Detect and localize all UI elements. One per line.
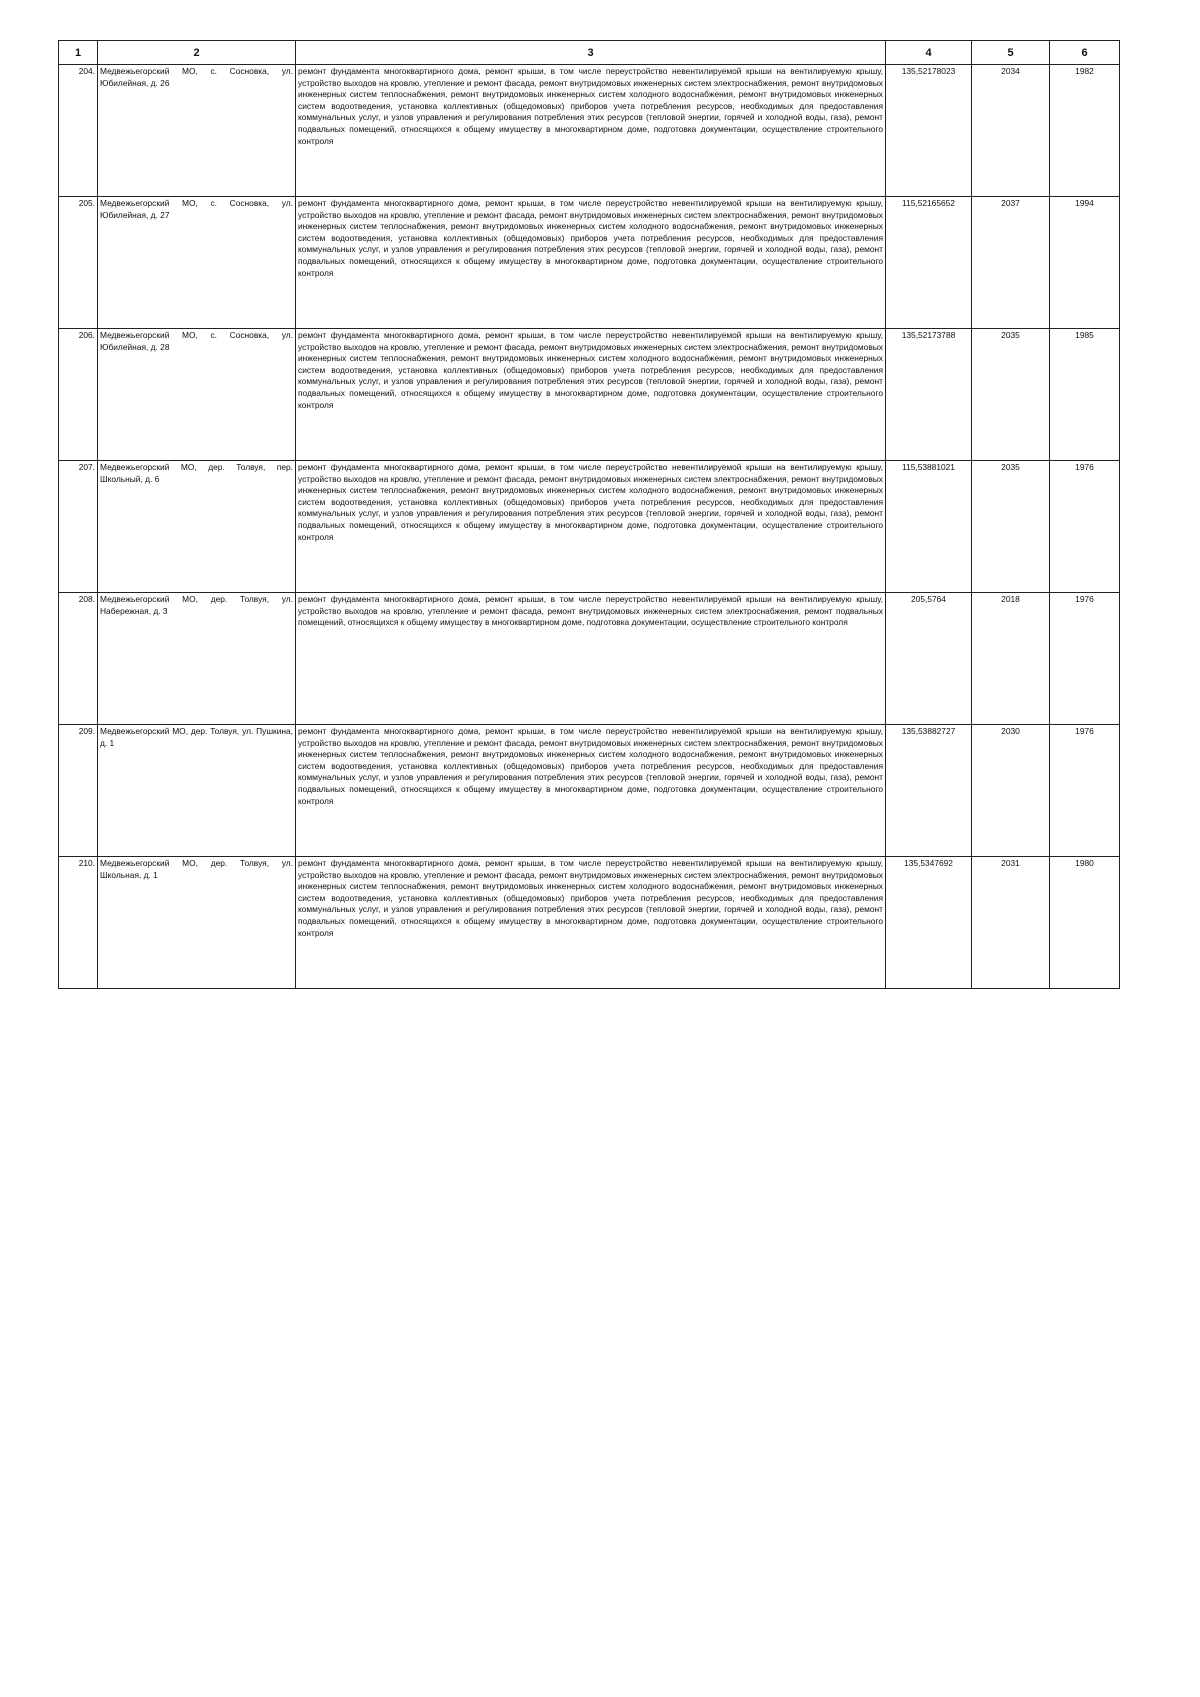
year-cell: 2034 xyxy=(972,65,1050,197)
value-cell: 205,5764 xyxy=(886,593,972,725)
works-cell: ремонт фундамента многоквартирного дома, ремонт крыши, в том числе переустройство невентилируемой крыши на вентилируемую крышу, устройство выходов на кровлю, утепление и ремонт фасада, ремонт внутридомовых инженерных систем электроснабжения, ремонт внутридомовых инженерных систем теплоснабжения, ремонт внутридомовых инженерных систем холодного водоснабжения, ремонт внутридомовых инженерных систем водоотведения, установка коллективных (общедомовых) приборов учета потребления ресурсов, необходимых для предоставления коммунальных услуг, и узлов управления и регулирования потребления этих ресурсов (тепловой энергии, горячей и холодной воды, газа), ремонт подвальных помещений, относящихся к общему имуществу в многоквартирном доме, подготовка документации, осуществление строительного контроля xyxy=(296,197,886,329)
row-number: 209. xyxy=(59,725,98,857)
address-cell: Медвежьегорский МО, дер. Толвуя, ул. Школьная, д. 1 xyxy=(98,857,296,989)
address-cell: Медвежьегорский МО, с. Сосновка, ул. Юбилейная, д. 26 xyxy=(98,65,296,197)
table-row xyxy=(59,197,1120,329)
table-row xyxy=(59,461,1120,593)
table-row xyxy=(59,857,1120,989)
column-header-6: 6 xyxy=(1050,41,1120,65)
year-cell: 2035 xyxy=(972,461,1050,593)
address-cell: Медвежьегорский МО, дер. Толвуя, ул. Пушкина, д. 1 xyxy=(98,725,296,857)
address-cell: Медвежьегорский МО, с. Сосновка, ул. Юбилейная, д. 27 xyxy=(98,197,296,329)
column-header-1: 1 xyxy=(59,41,98,65)
address-cell: Медвежьегорский МО, дер. Толвуя, пер. Школьный, д. 6 xyxy=(98,461,296,593)
table-body xyxy=(59,65,1120,989)
value-cell: 135,53882727 xyxy=(886,725,972,857)
address-cell: Медвежьегорский МО, с. Сосновка, ул. Юбилейная, д. 28 xyxy=(98,329,296,461)
built-year-cell: 1976 xyxy=(1050,593,1120,725)
built-year-cell: 1976 xyxy=(1050,725,1120,857)
year-cell: 2030 xyxy=(972,725,1050,857)
value-cell: 115,52165652 xyxy=(886,197,972,329)
row-number: 205. xyxy=(59,197,98,329)
column-header-5: 5 xyxy=(972,41,1050,65)
column-header-3: 3 xyxy=(296,41,886,65)
year-cell: 2031 xyxy=(972,857,1050,989)
address-cell: Медвежьегорский МО, дер. Толвуя, ул. Набережная, д. 3 xyxy=(98,593,296,725)
register-table xyxy=(58,40,1120,989)
table-row xyxy=(59,593,1120,725)
year-cell: 2037 xyxy=(972,197,1050,329)
year-cell: 2018 xyxy=(972,593,1050,725)
built-year-cell: 1985 xyxy=(1050,329,1120,461)
table-header xyxy=(59,41,1120,65)
row-number: 204. xyxy=(59,65,98,197)
value-cell: 135,5347692 xyxy=(886,857,972,989)
row-number: 207. xyxy=(59,461,98,593)
value-cell: 135,52173788 xyxy=(886,329,972,461)
built-year-cell: 1994 xyxy=(1050,197,1120,329)
built-year-cell: 1976 xyxy=(1050,461,1120,593)
works-cell: ремонт фундамента многоквартирного дома, ремонт крыши, в том числе переустройство невентилируемой крыши на вентилируемую крышу, устройство выходов на кровлю, утепление и ремонт фасада, ремонт внутридомовых инженерных систем электроснабжения, ремонт внутридомовых инженерных систем теплоснабжения, ремонт внутридомовых инженерных систем холодного водоснабжения, ремонт внутридомовых инженерных систем водоотведения, установка коллективных (общедомовых) приборов учета потребления ресурсов, необходимых для предоставления коммунальных услуг, и узлов управления и регулирования потребления этих ресурсов (тепловой энергии, горячей и холодной воды, газа), ремонт подвальных помещений, относящихся к общему имуществу в многоквартирном доме, подготовка документации, осуществление строительного контроля xyxy=(296,329,886,461)
built-year-cell: 1980 xyxy=(1050,857,1120,989)
works-cell: ремонт фундамента многоквартирного дома, ремонт крыши, в том числе переустройство невентилируемой крыши на вентилируемую крышу, устройство выходов на кровлю, утепление и ремонт фасада, ремонт внутридомовых инженерных систем электроснабжения, ремонт внутридомовых инженерных систем теплоснабжения, ремонт внутридомовых инженерных систем холодного водоснабжения, ремонт внутридомовых инженерных систем водоотведения, установка коллективных (общедомовых) приборов учета потребления ресурсов, необходимых для предоставления коммунальных услуг, и узлов управления и регулирования потребления этих ресурсов (тепловой энергии, горячей и холодной воды, газа), ремонт подвальных помещений, относящихся к общему имуществу в многоквартирном доме, подготовка документации, осуществление строительного контроля xyxy=(296,857,886,989)
table-row xyxy=(59,725,1120,857)
table-row xyxy=(59,65,1120,197)
year-cell: 2035 xyxy=(972,329,1050,461)
value-cell: 135,52178023 xyxy=(886,65,972,197)
row-number: 210. xyxy=(59,857,98,989)
row-number: 206. xyxy=(59,329,98,461)
column-header-2: 2 xyxy=(98,41,296,65)
row-number: 208. xyxy=(59,593,98,725)
value-cell: 115,53881021 xyxy=(886,461,972,593)
works-cell: ремонт фундамента многоквартирного дома, ремонт крыши, в том числе переустройство невентилируемой крыши на вентилируемую крышу, устройство выходов на кровлю, утепление и ремонт фасада, ремонт внутридомовых инженерных систем электроснабжения, ремонт внутридомовых инженерных систем теплоснабжения, ремонт внутридомовых инженерных систем холодного водоснабжения, ремонт внутридомовых инженерных систем водоотведения, установка коллективных (общедомовых) приборов учета потребления ресурсов, необходимых для предоставления коммунальных услуг, и узлов управления и регулирования потребления этих ресурсов (тепловой энергии, горячей и холодной воды, газа), ремонт подвальных помещений, относящихся к общему имуществу в многоквартирном доме, подготовка документации, осуществление строительного контроля xyxy=(296,65,886,197)
works-cell: ремонт фундамента многоквартирного дома, ремонт крыши, в том числе переустройство невентилируемой крыши на вентилируемую крышу, устройство выходов на кровлю, утепление и ремонт фасада, ремонт внутридомовых инженерных систем электроснабжения, ремонт подвальных помещений, относящихся к общему имуществу в многоквартирном доме, подготовка документации, осуществление строительного контроля xyxy=(296,593,886,725)
works-cell: ремонт фундамента многоквартирного дома, ремонт крыши, в том числе переустройство невентилируемой крыши на вентилируемую крышу, устройство выходов на кровлю, утепление и ремонт фасада, ремонт внутридомовых инженерных систем электроснабжения, ремонт внутридомовых инженерных систем теплоснабжения, ремонт внутридомовых инженерных систем холодного водоснабжения, ремонт внутридомовых инженерных систем водоотведения, установка коллективных (общедомовых) приборов учета потребления ресурсов, необходимых для предоставления коммунальных услуг, и узлов управления и регулирования потребления этих ресурсов (тепловой энергии, горячей и холодной воды, газа), ремонт подвальных помещений, относящихся к общему имуществу в многоквартирном доме, подготовка документации, осуществление строительного контроля xyxy=(296,461,886,593)
built-year-cell: 1982 xyxy=(1050,65,1120,197)
works-cell: ремонт фундамента многоквартирного дома, ремонт крыши, в том числе переустройство невентилируемой крыши на вентилируемую крышу, устройство выходов на кровлю, утепление и ремонт фасада, ремонт внутридомовых инженерных систем электроснабжения, ремонт внутридомовых инженерных систем теплоснабжения, ремонт внутридомовых инженерных систем холодного водоснабжения, ремонт внутридомовых инженерных систем водоотведения, установка коллективных (общедомовых) приборов учета потребления ресурсов, необходимых для предоставления коммунальных услуг, и узлов управления и регулирования потребления этих ресурсов (тепловой энергии, горячей и холодной воды, газа), ремонт подвальных помещений, относящихся к общему имуществу в многоквартирном доме, подготовка документации, осуществление строительного контроля xyxy=(296,725,886,857)
table-row xyxy=(59,329,1120,461)
column-header-4: 4 xyxy=(886,41,972,65)
header-row xyxy=(59,41,1120,65)
